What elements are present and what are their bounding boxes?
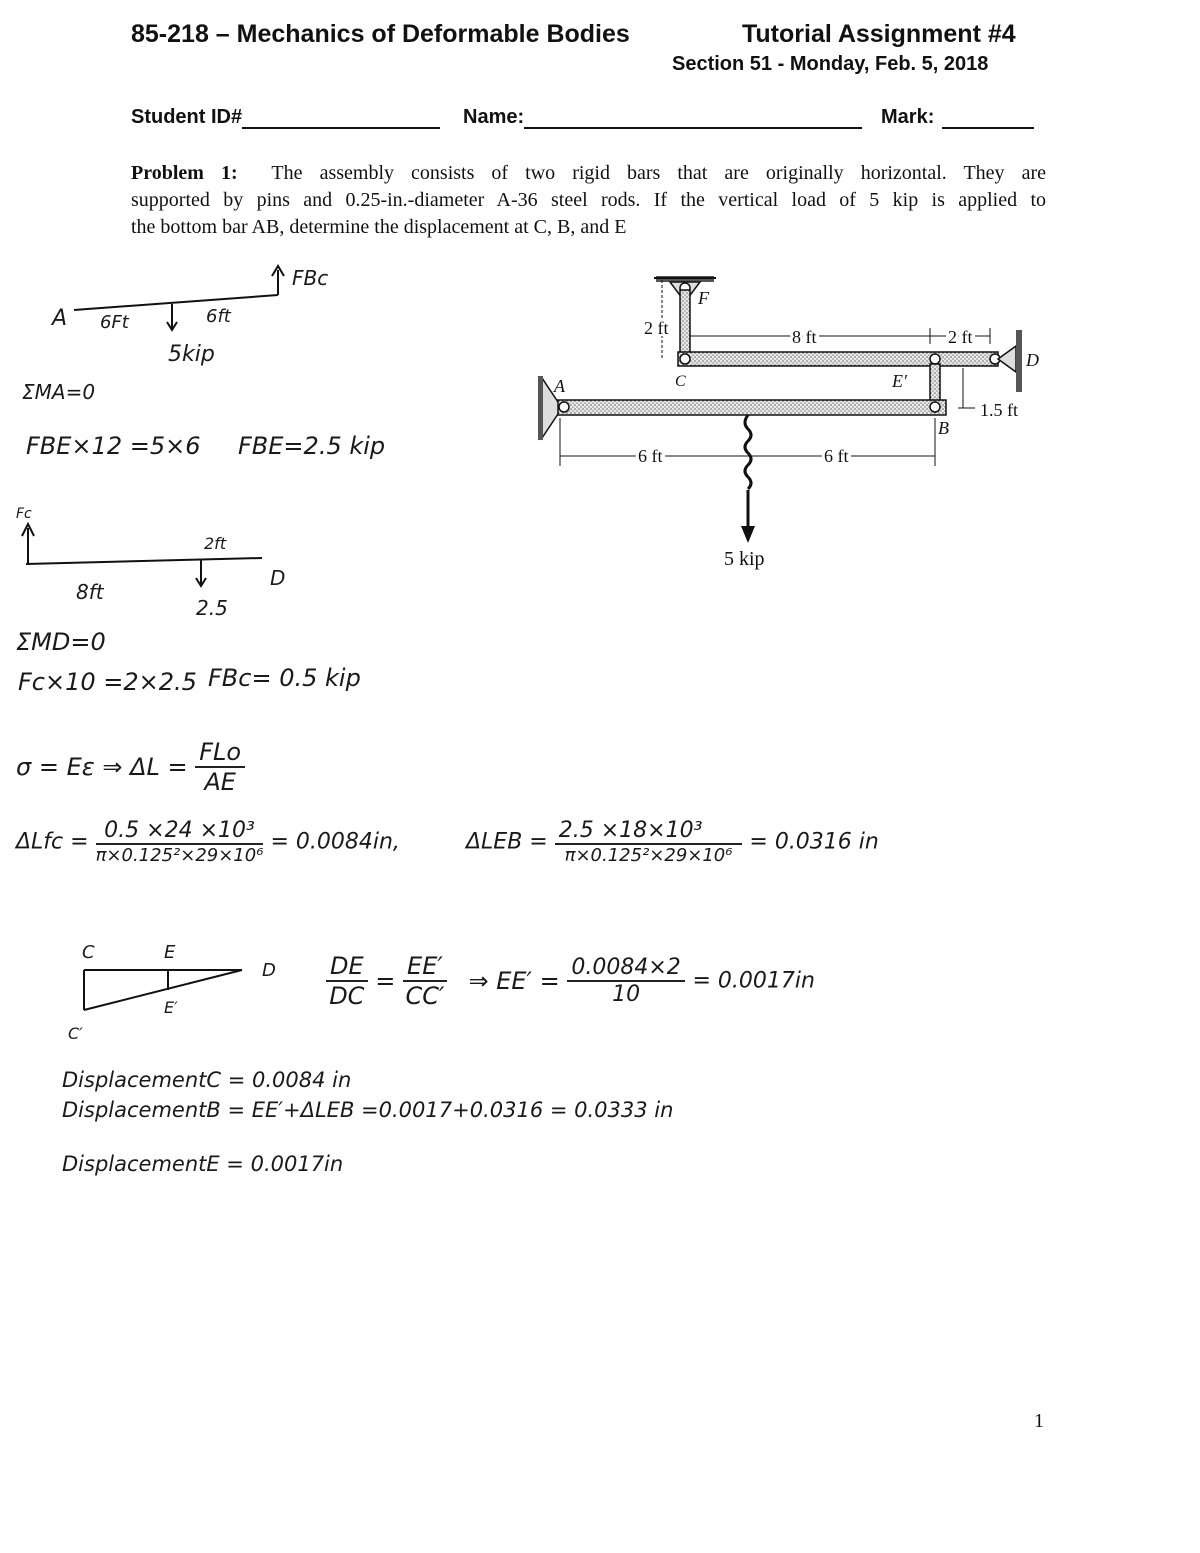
dl-eb-calc bbox=[466, 818, 879, 866]
fbd1-force-label: FBc bbox=[292, 266, 329, 290]
name-label: Name: bbox=[463, 106, 525, 128]
dl-eb-fraction bbox=[555, 818, 743, 866]
ratio-rhs-den: CC′ bbox=[405, 982, 445, 1010]
hooke-fraction bbox=[195, 738, 245, 796]
displacement-b: DisplacementB = EE′+ΔLEB =0.0017+0.0316 = 0.0333 in bbox=[62, 1098, 674, 1122]
eq2-rhs: FBc= 0.5 kip bbox=[208, 664, 361, 692]
ratio-result: = 0.0017in bbox=[692, 968, 815, 994]
course-title: 85-218 – Mechanics of Deformable Bodies bbox=[131, 20, 630, 48]
section-line: Section 51 - Monday, Feb. 5, 2018 bbox=[672, 53, 989, 75]
ratio-rhs bbox=[403, 952, 447, 1010]
label-8ft: 8 ft bbox=[792, 327, 817, 347]
ratio-equation: $\frac{DE}{DC}$ = $\frac{EE'}{CC'}$ ⇒ EE′ = $\frac{0.0084\times 2}{10}$ = 0.0017in bbox=[326, 952, 815, 1010]
dl-fc-calc bbox=[16, 818, 400, 866]
assignment-title: Tutorial Assignment #4 bbox=[742, 20, 1016, 48]
tri-E-prime: E′ bbox=[164, 998, 178, 1017]
eq2-lhs: Fc×10 =2×2.5 bbox=[18, 668, 197, 696]
tri-D: D bbox=[262, 960, 276, 981]
tri-C: C bbox=[82, 942, 95, 963]
ratio-implies: ⇒ EE′ = bbox=[468, 967, 560, 995]
fbd2-8ft: 8ft bbox=[76, 580, 104, 604]
student-id-label: Student ID# bbox=[131, 106, 243, 128]
hooke-denominator: AE bbox=[204, 768, 236, 796]
ratio-lhs-den: DC bbox=[329, 982, 365, 1010]
fbd1-load: 5kip bbox=[168, 342, 215, 367]
dl-fc-label: ΔLfc = bbox=[16, 829, 89, 855]
fbd1-6ft-right: 6ft bbox=[206, 306, 231, 327]
hooke-law bbox=[16, 738, 245, 796]
fbd1-A: A bbox=[52, 306, 68, 331]
fbd-bar-cd bbox=[18, 520, 298, 590]
label-6ft-right: 6 ft bbox=[824, 446, 849, 466]
name-line[interactable] bbox=[524, 107, 862, 129]
problem-line-3: the bottom bar AB, determine the displacement at C, B, and E bbox=[131, 216, 627, 238]
dl-eb-numerator: 2.5 ×18×10³ bbox=[555, 818, 743, 845]
ratio-value-num: 0.0084×2 bbox=[567, 955, 684, 982]
page-number: 1 bbox=[1034, 1410, 1044, 1432]
tri-E: E bbox=[164, 942, 176, 963]
dl-fc-result: = 0.0084in, bbox=[270, 829, 400, 855]
hooke-text: σ = Eε ⇒ ΔL = bbox=[16, 753, 188, 781]
fbd2-D: D bbox=[270, 566, 286, 590]
label-2ft-v: 2 ft bbox=[644, 318, 669, 338]
assembly-figure bbox=[530, 268, 1050, 598]
label-6ft-left: 6 ft bbox=[638, 446, 663, 466]
label-5kip: 5 kip bbox=[724, 548, 765, 570]
name-field bbox=[463, 106, 862, 129]
dl-eb-label: ΔLEB = bbox=[466, 829, 548, 855]
fbd1-6ft-left: 6Ft bbox=[100, 312, 129, 333]
label-1-5ft: 1.5 ft bbox=[980, 400, 1018, 420]
student-id-field bbox=[131, 106, 440, 129]
problem-label: Problem 1: bbox=[131, 162, 238, 184]
problem-line-2: supported by pins and 0.25-in.-diameter A-36 steel rods. If the vertical load of 5 kip is applied to bbox=[131, 189, 1046, 211]
sum-moments-a: ΣMA=0 bbox=[22, 380, 96, 404]
ratio-value-den: 10 bbox=[612, 982, 641, 1007]
label-E: E′ bbox=[892, 371, 907, 391]
tri-C-prime: C′ bbox=[68, 1024, 83, 1043]
fbd2-load: 2.5 bbox=[196, 596, 228, 620]
mark-label: Mark: bbox=[881, 106, 935, 128]
dl-fc-fraction bbox=[96, 818, 264, 866]
label-C: C bbox=[675, 373, 686, 390]
label-2ft-h: 2 ft bbox=[948, 327, 973, 347]
ratio-value bbox=[567, 955, 684, 1007]
mark-line[interactable] bbox=[942, 107, 1034, 129]
displacement-c: DisplacementC = 0.0084 in bbox=[62, 1068, 352, 1092]
ratio-rhs-num: EE′ bbox=[403, 952, 447, 982]
problem-statement bbox=[131, 160, 1046, 241]
similar-triangle bbox=[82, 964, 282, 1024]
student-id-line[interactable] bbox=[242, 107, 440, 129]
eq1-rhs: FBE=2.5 kip bbox=[238, 432, 386, 460]
hooke-numerator: FLo bbox=[195, 738, 245, 768]
sum-moments-d: ΣMD=0 bbox=[16, 628, 106, 656]
mark-field bbox=[881, 106, 1034, 129]
displacement-e: DisplacementE = 0.0017in bbox=[62, 1152, 344, 1176]
fbd2-f: Fc bbox=[16, 506, 32, 522]
label-B: B bbox=[938, 418, 949, 438]
label-F: F bbox=[698, 288, 709, 308]
dl-eb-result: = 0.0316 in bbox=[749, 829, 879, 855]
dl-fc-denominator: π×0.125²×29×10⁶ bbox=[95, 845, 264, 866]
label-A: A bbox=[554, 376, 565, 396]
label-D: D bbox=[1026, 350, 1039, 370]
eq1-lhs: FBE×12 =5×6 bbox=[26, 432, 201, 460]
problem-line-1: The assembly consists of two rigid bars that are originally horizontal. They are bbox=[271, 162, 1047, 184]
dl-eb-denominator: π×0.125²×29×10⁶ bbox=[564, 845, 733, 866]
ratio-lhs bbox=[326, 952, 368, 1010]
dl-fc-numerator: 0.5 ×24 ×10³ bbox=[96, 818, 264, 845]
ratio-lhs-num: DE bbox=[326, 952, 368, 982]
fbd2-2ft: 2ft bbox=[204, 534, 227, 553]
